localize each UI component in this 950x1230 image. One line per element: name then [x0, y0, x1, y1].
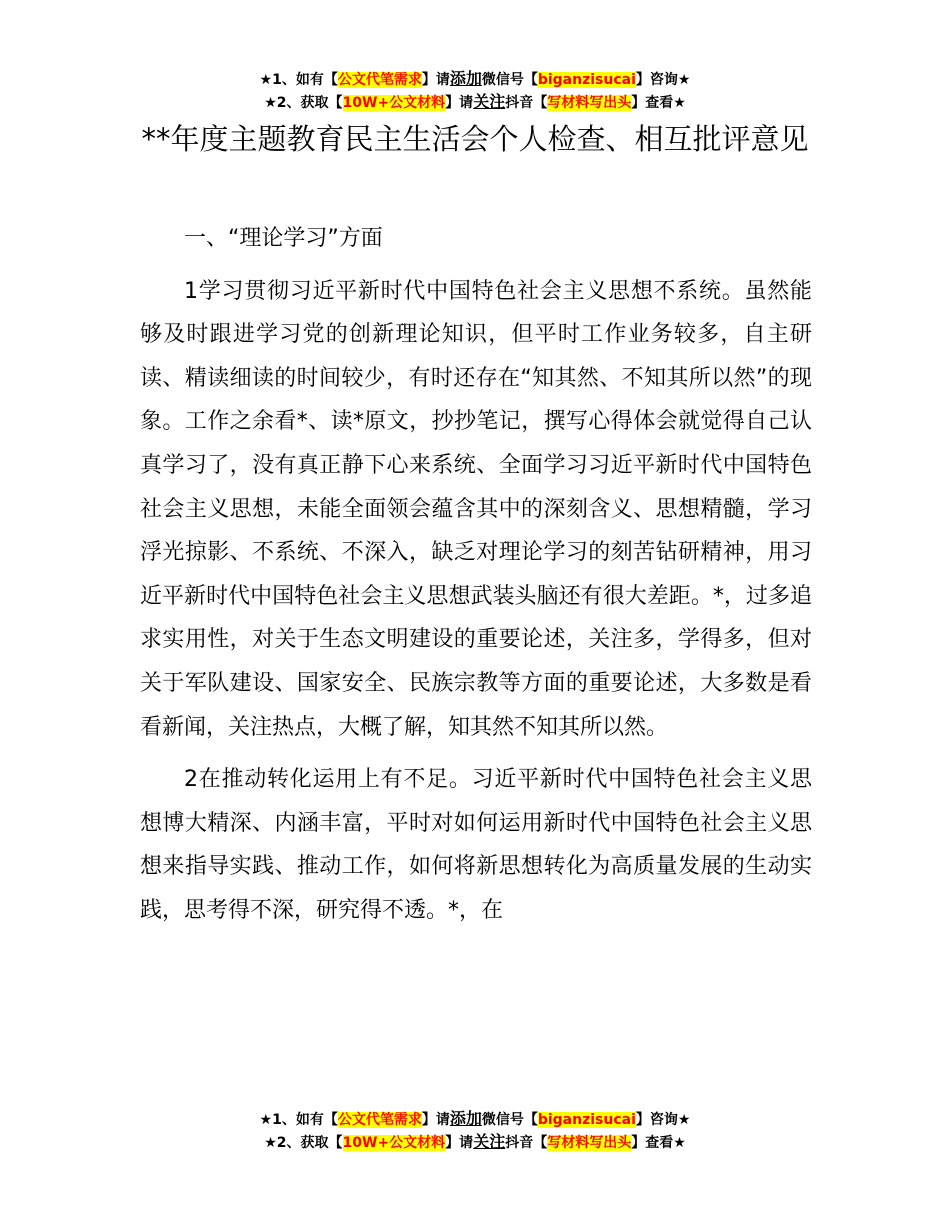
promo-highlight: 公文代笔需求 [337, 1112, 422, 1128]
promo-text: 】咨询★ [635, 1112, 691, 1128]
document-body [140, 217, 812, 933]
promo-text: 】请 [445, 1135, 474, 1151]
promo-line-2 [0, 1131, 950, 1154]
promo-text: 抖音【 [505, 1135, 548, 1151]
promo-highlight: 10W+公文材料 [342, 95, 446, 111]
promo-underline: 关注 [473, 1132, 506, 1151]
promo-highlight: 公文代笔需求 [337, 72, 422, 88]
paragraph: 1学习贯彻习近平新时代中国特色社会主义思想不系统。虽然能够及时跟进学习党的创新理论知识，但平时工作业务较多，自主研读、精读细读的时间较少，有时还存在“知其然、不知其所以然”的现象。工作之余看*、读*原文，抄抄笔记，撰写心得体会就觉得自己认真学习了，没有真正静下心来系统、全面学习习近平新时代中国特色社会主义思想，未能全面领会蕴含其中的深刻含义、思想精髓，学习浮光掠影、不系统、不深入，缺乏对理论学习的刻苦钻研精神，用习近平新时代中国特色社会主义思想武装头脑还有很大差距。*，过多追求实用性，对关于生态文明建设的重要论述，关注多，学得多，但对关于军队建设、国家安全、民族宗教等方面的重要论述，大多数是看看新闻，关注热点，大概了解，知其然不知其所以然。 [140, 278, 812, 740]
bottom-promo-banner [0, 1108, 950, 1154]
promo-text: ★1、如有【 [259, 72, 338, 88]
promo-text: ★1、如有【 [259, 1112, 338, 1128]
promo-text: ★2、获取【 [264, 1135, 343, 1151]
promo-text: 】咨询★ [635, 72, 691, 88]
promo-highlight: 10W+公文材料 [342, 1135, 446, 1151]
promo-underline: 关注 [473, 92, 506, 111]
promo-highlight: biganzisucai [537, 1112, 636, 1128]
top-promo-banner [0, 68, 950, 114]
promo-text: 】查看★ [631, 95, 686, 111]
promo-text: 微信号【 [481, 72, 538, 88]
document-title: **年度主题教育民主生活会个人检查、相互批评意见 [141, 122, 809, 156]
promo-highlight: 写材料写出头 [547, 1135, 632, 1151]
promo-highlight: 写材料写出头 [547, 95, 632, 111]
promo-line-1 [0, 1108, 950, 1131]
promo-underline: 添加 [449, 1109, 482, 1128]
promo-text: 抖音【 [505, 95, 548, 111]
promo-text: 微信号【 [481, 1112, 538, 1128]
promo-text: 】查看★ [631, 1135, 686, 1151]
promo-underline: 添加 [449, 69, 482, 88]
section-heading: 一、“理论学习”方面 [184, 226, 383, 251]
promo-line-2 [0, 91, 950, 114]
promo-text: 】请 [421, 1112, 450, 1128]
promo-highlight: biganzisucai [537, 72, 636, 88]
paragraph: 2在推动转化运用上有不足。习近平新时代中国特色社会主义思想博大精深、内涵丰富，平时对如何运用新时代中国特色社会主义思想来指导实践、推动工作，如何将新思想转化为高质量发展的生动实践，思考得不深，研究得不透。*，在 [140, 767, 812, 923]
promo-text: 】请 [421, 72, 450, 88]
promo-text: 】请 [445, 95, 474, 111]
promo-text: ★2、获取【 [264, 95, 343, 111]
promo-line-1 [0, 68, 950, 91]
